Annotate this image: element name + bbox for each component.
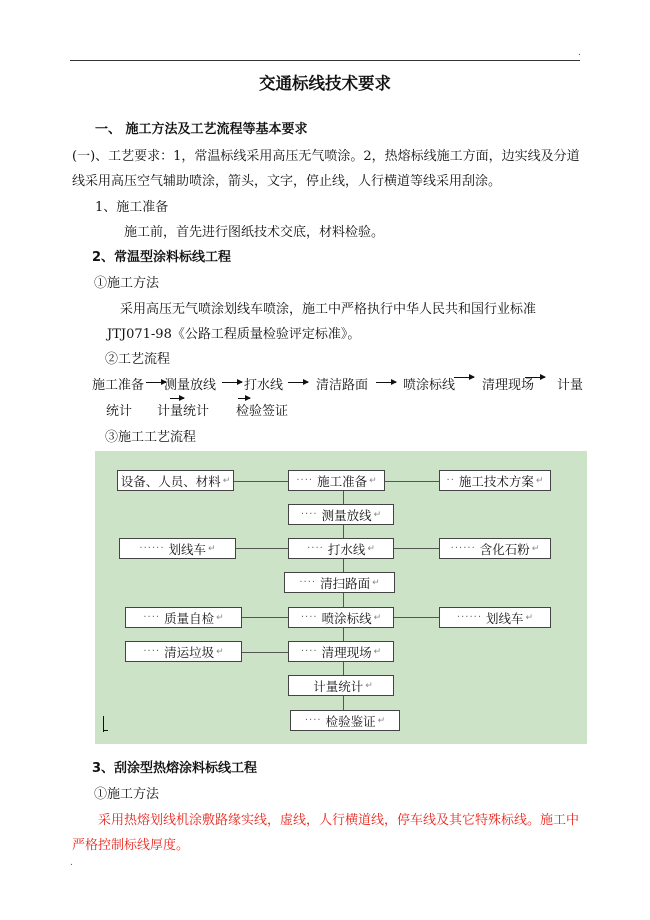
- process-label: ②工艺流程: [105, 352, 171, 367]
- center-box-spray: ···· 喷涂标线 ↵: [288, 607, 394, 628]
- flow-arrow-3: [288, 382, 308, 383]
- flow-arrow-4: [376, 382, 396, 383]
- flow-step-1: 施工准备: [92, 378, 145, 393]
- method-line-1: 采用高压无气喷涂划线车喷涂，施工中严格执行中华人民共和国行业标准: [120, 302, 537, 317]
- connector-row-1-right: [393, 481, 441, 482]
- header-mark: .: [578, 48, 581, 58]
- right-box-tech-plan: ·· 施工技术方案 ↵: [439, 470, 551, 491]
- right-box-marking-truck: ······ 划线车 ↵: [439, 607, 551, 628]
- flow-cont-1: 统计: [106, 404, 133, 419]
- method-line-2: JTJ071-98《公路工程质量检验评定标准》。: [107, 327, 361, 342]
- section-1-heading: 一、 施工方法及工艺流程等基本要求: [95, 122, 308, 137]
- left-box-self-check: ···· 质量自检 ↵: [125, 607, 242, 628]
- connector-row-6: [242, 652, 290, 653]
- section-2-heading: 2、常温型涂料标线工程: [92, 250, 232, 265]
- method3-line-2: 严格控制标线厚度。: [72, 838, 190, 853]
- flow-step-2: 测量放线: [164, 378, 217, 393]
- document-title: 交通标线技术要求: [259, 74, 391, 93]
- section-3-heading: 3、刮涂型热熔涂料标线工程: [92, 761, 258, 776]
- center-box-sweep: ···· 清扫路面 ↵: [284, 572, 395, 593]
- left-box-garbage: ···· 清运垃圾 ↵: [125, 641, 242, 662]
- header-rule: [70, 60, 580, 61]
- flow-step-6: 清理现场: [482, 378, 535, 393]
- flow-arrow-1: [146, 382, 166, 383]
- left-box-marking-truck: ······ 划线车 ↵: [119, 538, 236, 559]
- text-cursor-foot: [103, 730, 108, 731]
- center-box-prepare: ···· 施工准备 ↵: [288, 470, 385, 491]
- flow-arrow-8: [238, 398, 250, 399]
- flow-arrow-2: [222, 382, 242, 383]
- requirement-line-1: (一)、工艺要求：1，常温标线采用高压无气喷涂。2，热熔标线施工方面，边实线及分道: [72, 149, 580, 164]
- center-box-waterline: ···· 打水线 ↵: [288, 538, 394, 559]
- method3-label: ①施工方法: [94, 787, 160, 802]
- flow-step-4: 清洁路面: [316, 378, 369, 393]
- flow-arrow-6: [525, 377, 545, 378]
- requirement-line-2: 线采用高压空气辅助喷涂，箭头，文字，停止线，人行横道等线采用刮涂。: [72, 174, 502, 189]
- flow-arrow-7: [170, 398, 184, 399]
- footer-mark: .: [70, 858, 73, 868]
- flow-step-3: 打水线: [244, 378, 284, 393]
- center-box-inspection: ···· 检验鉴证 ↵: [290, 710, 400, 731]
- left-box-resources: 设备、人员、材料 ↵: [117, 470, 234, 491]
- prep-heading: 1、施工准备: [95, 200, 169, 215]
- flow-step-7: 计量: [557, 378, 584, 393]
- chart-label: ③施工工艺流程: [105, 430, 197, 445]
- center-box-metering: 计量统计 ↵: [288, 675, 394, 696]
- method-label: ①施工方法: [94, 276, 160, 291]
- flow-step-5: 喷涂标线: [403, 378, 456, 393]
- center-box-survey: ···· 测量放线 ↵: [288, 504, 394, 525]
- flow-arrow-5: [454, 377, 474, 378]
- flow-cont-2: 计量统计: [157, 404, 210, 419]
- flow-cont-3: 检验签证: [236, 404, 289, 419]
- center-box-cleanup: ···· 清理现场 ↵: [288, 641, 394, 662]
- prep-text: 施工前，首先进行图纸技术交底，材料检验。: [124, 225, 385, 240]
- process-diagram: [95, 451, 587, 744]
- right-box-stone-powder: ······ 含化石粉 ↵: [439, 538, 551, 559]
- method3-line-1: 采用热熔划线机涂敷路缘实线，虚线，人行横道线，停车线及其它特殊标线。施工中: [98, 813, 580, 828]
